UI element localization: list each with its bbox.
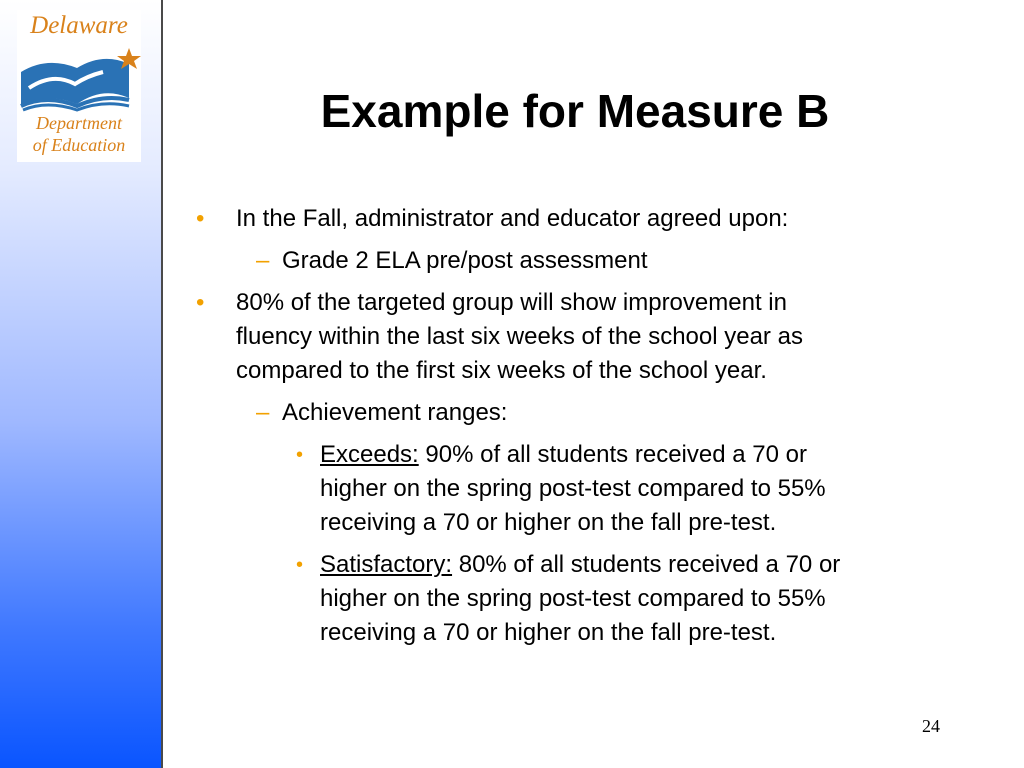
sub-bullet-2-text: Achievement ranges:: [282, 399, 508, 426]
logo-line-department: Department: [36, 113, 122, 133]
bullet-dot: •: [196, 289, 205, 316]
logo-text-delaware: Delaware: [30, 12, 128, 39]
bullet-2-line-2: fluency within the last six weeks of the school year as: [236, 323, 803, 350]
slide-title: Example for Measure B: [320, 85, 830, 137]
exceeds-text-1: 90% of all students received a 70 or: [418, 441, 807, 468]
bullet-dot: •: [296, 444, 304, 466]
exceeds-label: Exceeds:: [320, 441, 419, 468]
exceeds-line-3: receiving a 70 or higher on the fall pre-test.: [320, 509, 777, 536]
dash-marker: –: [256, 399, 270, 426]
satisfactory-text-1: 80% of all students received a 70 or: [452, 551, 841, 578]
bullet-dot: •: [296, 554, 304, 576]
logo-line-education: of Education: [32, 135, 126, 155]
exceeds-line-1: [320, 438, 807, 472]
satisfactory-line-2: higher on the spring post-test compared to 55%: [320, 585, 826, 612]
dash-marker: –: [256, 247, 270, 274]
bullet-dot: •: [196, 205, 205, 232]
sidebar-gradient: [0, 0, 163, 768]
bullet-2-line-3: compared to the first six weeks of the school year.: [236, 357, 767, 384]
satisfactory-label: Satisfactory:: [320, 551, 453, 578]
satisfactory-line-3: receiving a 70 or higher on the fall pre-test.: [320, 619, 777, 646]
satisfactory-line-1: [320, 548, 840, 582]
delaware-doe-logo: [17, 10, 141, 162]
page-number: 24: [922, 716, 940, 736]
sub-bullet-1-text: Grade 2 ELA pre/post assessment: [282, 247, 648, 274]
exceeds-line-2: higher on the spring post-test compared to 55%: [320, 475, 826, 502]
logo-text-department: [17, 112, 141, 156]
book-star-icon: [17, 42, 141, 112]
bullet-2-line-1: 80% of the targeted group will show improvement in: [236, 289, 787, 316]
bullet-1-text: In the Fall, administrator and educator agreed upon:: [236, 205, 789, 232]
